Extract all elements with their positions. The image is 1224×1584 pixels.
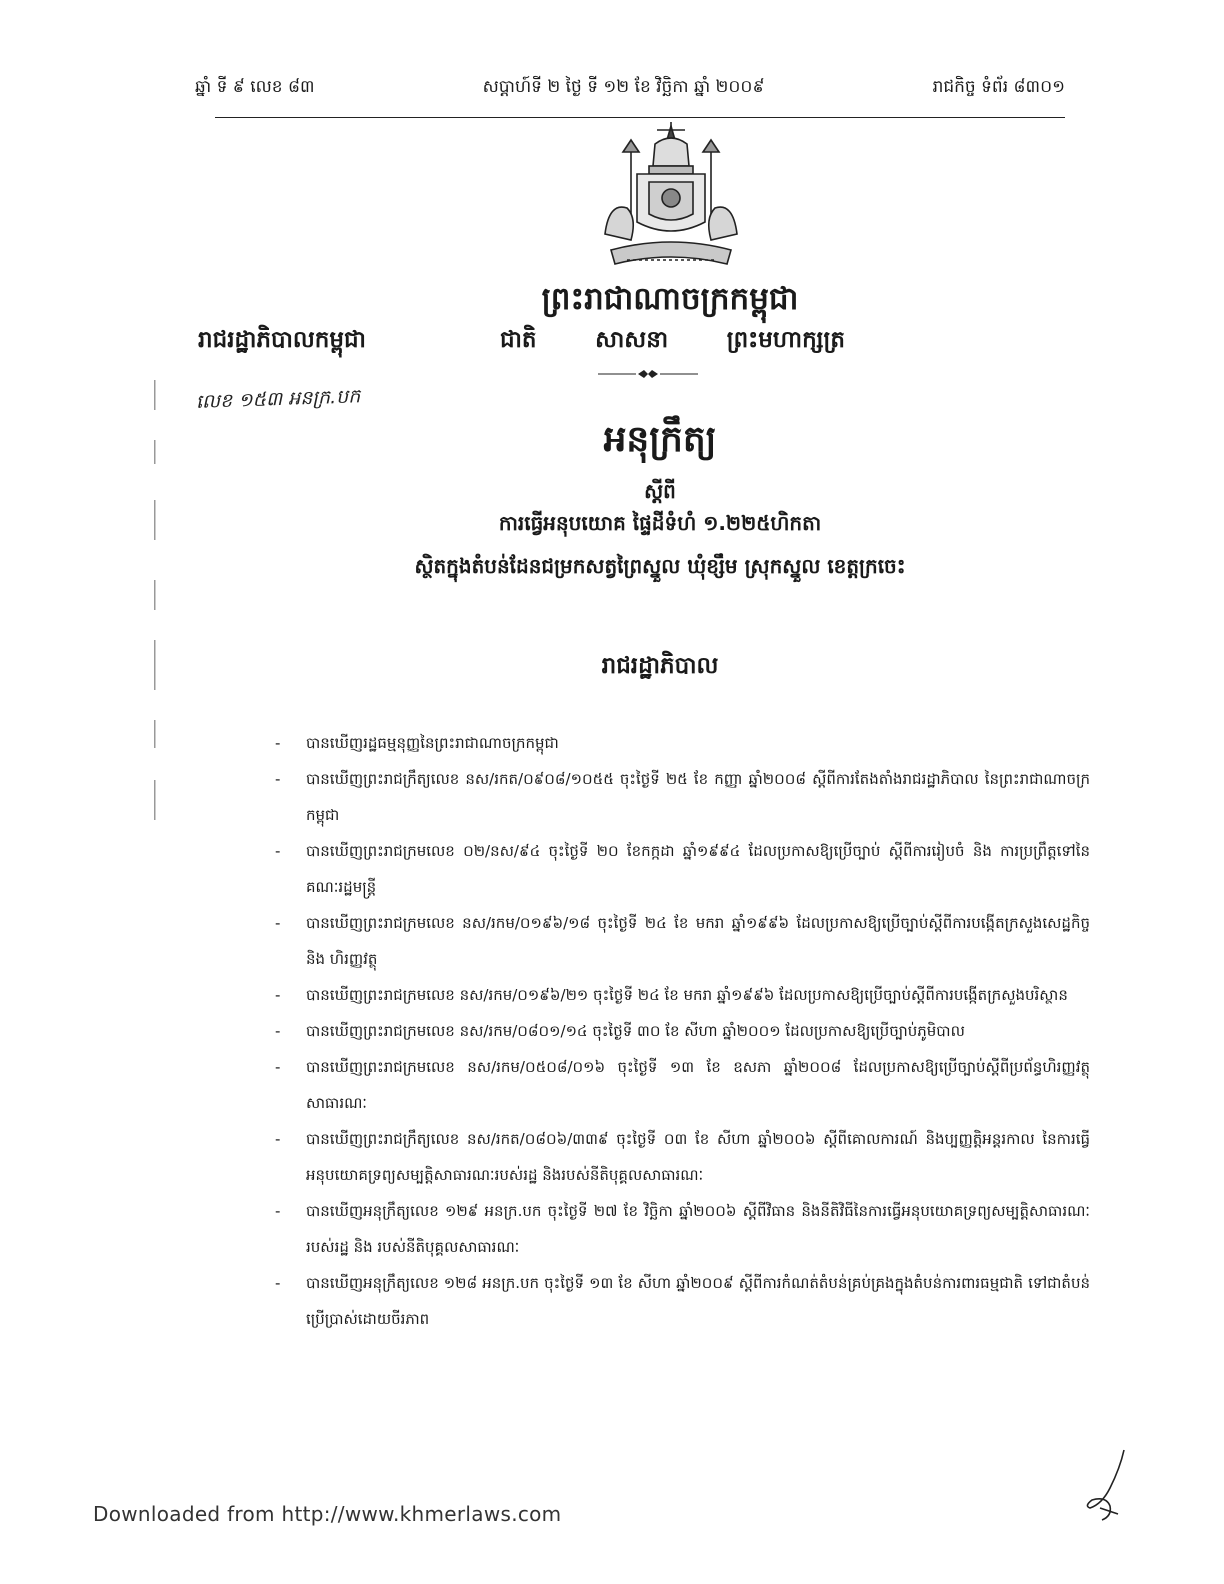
list-bullet: - — [275, 842, 281, 860]
header-divider — [215, 117, 1065, 118]
motto-religion: សាសនា — [595, 327, 669, 353]
recital-item — [275, 1013, 1090, 1049]
recitals-list — [275, 725, 1090, 1337]
recital-item — [275, 1049, 1090, 1121]
list-bullet: - — [275, 914, 281, 932]
recital-text: បានឃើញព្រះរាជក្រមលេខ នស/រកម/០៨០១/១៤ ចុះថ្ងៃទី ៣០ ខែ សីហា ឆ្នាំ២០០១ ដែលប្រកាសឱ្យប្រើច្បាប់ភូមិបាល — [306, 1022, 965, 1040]
ornament-divider-icon — [598, 368, 698, 380]
list-bullet: - — [275, 1022, 281, 1040]
issuing-authority: រាជរដ្ឋាភិបាល — [601, 653, 719, 679]
list-bullet: - — [275, 1130, 281, 1148]
download-source-footer: Downloaded from http://www.khmerlaws.com — [93, 1502, 562, 1526]
list-bullet: - — [275, 1274, 281, 1292]
recital-item — [275, 725, 1090, 761]
motto-nation: ជាតិ — [500, 327, 537, 353]
scan-noise-marks — [153, 380, 157, 840]
gazette-page-number: រាជកិច្ច ទំព័រ ៨៣០១ — [932, 76, 1065, 97]
list-bullet: - — [275, 986, 281, 1004]
list-bullet: - — [275, 1202, 281, 1220]
recital-item — [275, 833, 1090, 905]
recital-item — [275, 1265, 1090, 1337]
initial-signature-icon — [1080, 1448, 1130, 1528]
recital-item — [275, 977, 1090, 1013]
recital-text: បានឃើញព្រះរាជក្រឹត្យលេខ នស/រកត/០៨០៦/៣៣៩ ចុះថ្ងៃទី ០៣ ខែ សីហា ឆ្នាំ២០០៦ ស្តីពីគោលការណ៍ និងប្បញ្ញត្តិអន្តរកាល នៃការធ្វើអនុបយោគទ្រព្យសម្បត្តិសាធារណៈរបស់រដ្ឋ និងរបស់នីតិបុគ្គលសាធារណៈ — [306, 1130, 1090, 1184]
subject-line-2: ស្ថិតក្នុងតំបន់ដែនជម្រកសត្វព្រៃស្នួល ឃុំខ្សឹម ស្រុកស្នួល ខេត្តក្រចេះ — [414, 554, 906, 578]
issue-number: ឆ្នាំ ទី ៩ លេខ ៨៣ — [195, 76, 315, 97]
recital-text: បានឃើញអនុក្រឹត្យលេខ ១២៨ អនក្រ.បក ចុះថ្ងៃទី ១៣ ខែ សីហា ឆ្នាំ២០០៩ ស្តីពីការកំណត់តំបន់គ្រប់គ្រងក្នុងតំបន់ការពារធម្មជាតិ ទៅជាតំបន់ប្រើប្រាស់ដោយចីរភាព — [306, 1274, 1090, 1328]
issue-date: សប្តាហ៍ទី ២ ថ្ងៃ ទី ១២ ខែ វិច្ឆិកា ឆ្នាំ ២០០៩ — [482, 76, 765, 97]
recital-text: បានឃើញព្រះរាជក្រមលេខ នស/រកម/០១៩៦/១៨ ចុះថ្ងៃទី ២៤ ខែ មករា ឆ្នាំ១៩៩៦ ដែលប្រកាសឱ្យប្រើច្បាប់ស្តីពីការបង្កើតក្រសួងសេដ្ឋកិច្ច និង ហិរញ្ញវត្ថុ — [306, 914, 1090, 968]
recital-item — [275, 761, 1090, 833]
document-number: លេខ ១៥៣ អនក្រ.បក — [195, 385, 361, 413]
national-motto — [500, 326, 845, 359]
regarding-label: ស្តីពី — [644, 479, 676, 503]
subject-line-1: ការធ្វើអនុបយោគ ផ្ទៃដីទំហំ ១.២២៥ហិកតា — [498, 511, 822, 535]
document-type-title: អនុក្រឹត្យ — [603, 419, 717, 460]
recital-text: បានឃើញព្រះរាជក្រមលេខ នស/រកម/០៥០៨/០១៦ ចុះថ្ងៃទី ១៣ ខែ ឧសភា ឆ្នាំ២០០៨ ដែលប្រកាសឱ្យប្រើច្បាប់ស្តីពីប្រព័ន្ធហិរញ្ញវត្ថុ សាធារណៈ — [306, 1058, 1090, 1112]
list-bullet: - — [275, 734, 281, 752]
recital-text: បានឃើញព្រះរាជក្រឹត្យលេខ នស/រកត/០៩០៨/១០៥៥ ចុះថ្ងៃទី ២៥ ខែ កញ្ញា ឆ្នាំ២០០៨ ស្តីពីការតែងតាំងរាជរដ្ឋាភិបាល នៃព្រះរាជាណាចក្រកម្ពុជា — [306, 770, 1090, 824]
recital-text: បានឃើញព្រះរាជក្រមលេខ នស/រកម/០១៩៦/២១ ចុះថ្ងៃទី ២៤ ខែ មករា ឆ្នាំ១៩៩៦ ដែលប្រកាសឱ្យប្រើច្បាប់ស្តីពីការបង្កើតក្រសួងបរិស្ថាន — [306, 986, 1068, 1004]
recital-item — [275, 905, 1090, 977]
kingdom-title: ព្រះរាជាណាចក្រកម្ពុជា — [541, 281, 799, 317]
recital-text: បានឃើញរដ្ឋធម្មនុញ្ញនៃព្រះរាជាណាចក្រកម្ពុជា — [306, 734, 559, 752]
recital-item — [275, 1121, 1090, 1193]
list-bullet: - — [275, 770, 281, 788]
royal-emblem-icon — [597, 122, 745, 272]
gazette-header — [195, 72, 1065, 104]
recital-item — [275, 1193, 1090, 1265]
recital-text: បានឃើញព្រះរាជក្រមលេខ ០២/នស/៩៤ ចុះថ្ងៃទី ២០ ខែកក្កដា ឆ្នាំ១៩៩៤ ដែលប្រកាសឱ្យប្រើច្បាប់ ស្តីពីការរៀបចំ និង ការប្រព្រឹត្តទៅនៃគណៈរដ្ឋមន្ត្រី — [306, 842, 1090, 896]
list-bullet: - — [275, 1058, 281, 1076]
motto-king: ព្រះមហាក្សត្រ — [726, 327, 845, 353]
government-name: រាជរដ្ឋាភិបាលកម្ពុជា — [198, 327, 366, 353]
recital-text: បានឃើញអនុក្រឹត្យលេខ ១២៩ អនក្រ.បក ចុះថ្ងៃទី ២៧ ខែ វិច្ឆិកា ឆ្នាំ២០០៦ ស្តីពីវិធាន និងនីតិវិធីនៃការធ្វើអនុបយោគទ្រព្យសម្បត្តិសាធារណៈរបស់រដ្ឋ និង របស់នីតិបុគ្គលសាធារណៈ — [306, 1202, 1090, 1256]
